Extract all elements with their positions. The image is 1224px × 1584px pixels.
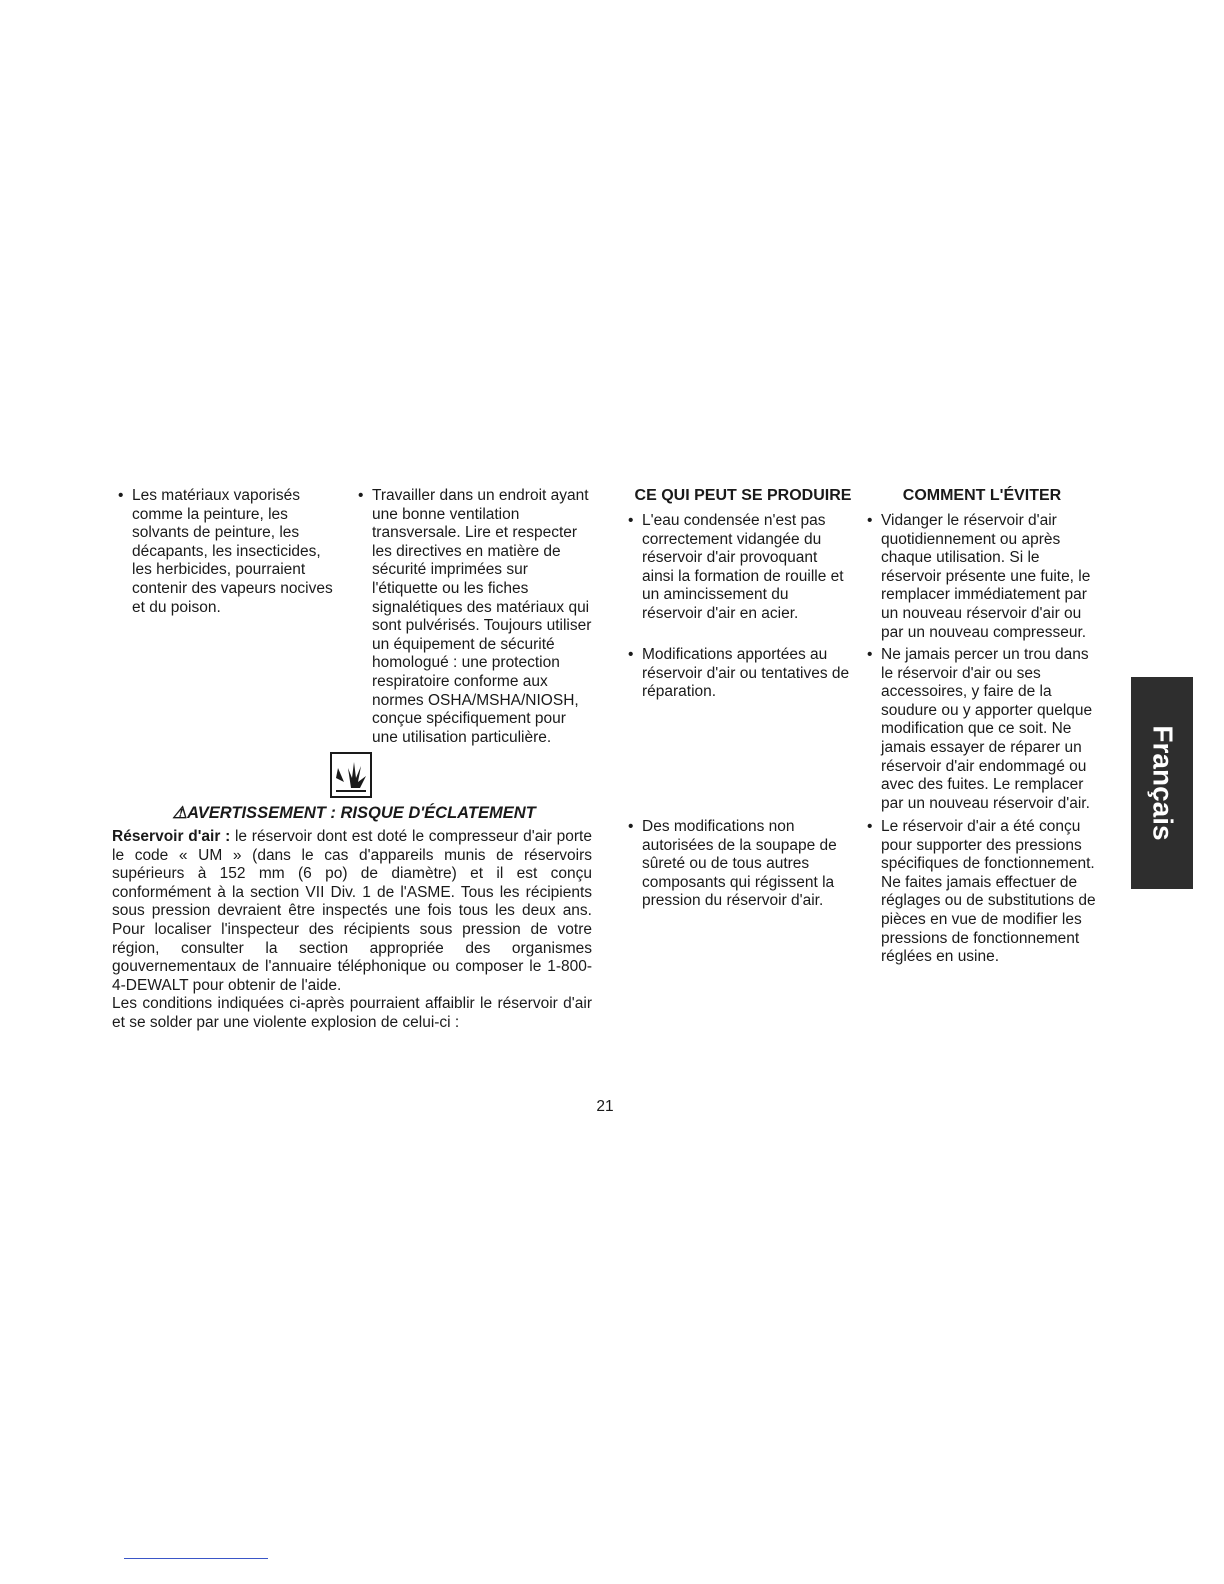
prevention-item-2	[863, 646, 1099, 813]
bullet-list	[354, 487, 594, 747]
list-item: • Des modifications non autorisées de la soupape de sûreté ou de tous autres composants qui régissent la pression du réservoir d'air.	[624, 818, 850, 911]
prevention-item-3	[863, 818, 1099, 967]
hazard-item-1	[624, 512, 844, 624]
air-tank-lead: Réservoir d'air :	[112, 828, 231, 845]
list-item: • Vidanger le réservoir d'air quotidiennement ou après chaque utilisation. Si le réservoir présente une fuite, le remplacer immédiatement par un nouveau réservoir d'air ou par un nouveau compresseur.	[863, 512, 1103, 642]
hazard-item-3	[624, 818, 850, 911]
column-heading: COMMENT L'ÉVITER	[902, 487, 1062, 504]
language-tab-label: Français	[1147, 725, 1179, 841]
hazard-item-2	[624, 646, 856, 702]
prevention-item-1	[863, 512, 1103, 642]
language-tab	[1131, 677, 1193, 889]
warning-body	[112, 828, 592, 1033]
page-number: 21	[596, 1098, 614, 1115]
column-1	[114, 487, 344, 617]
warning-title	[114, 804, 594, 823]
list-item: • Le réservoir d'air a été conçu pour supporter des pressions spécifiques de fonctionnement. Ne faites jamais effectuer de réglages ou de substitutions de pièces en vue de modifier les pressions de fonctionnement réglées en usine.	[863, 818, 1099, 967]
column-what-can-happen	[624, 487, 862, 506]
conditions-paragraph: Les conditions indiquées ci-après pourraient affaiblir le réservoir d'air et se solder par une violente explosion de celui-ci :	[112, 995, 592, 1031]
warning-triangle-icon: ⚠	[172, 804, 188, 822]
explosion-hazard-icon	[330, 752, 372, 798]
column-heading: CE QUI PEUT SE PRODUIRE	[634, 487, 852, 504]
air-tank-paragraph	[112, 828, 592, 995]
list-item: • Ne jamais percer un trou dans le réservoir d'air ou ses accessoires, y faire de la soudure ou y apporter quelque modification que ce soit. Ne jamais essayer de réparer un réservoir d'air endommagé ou avec des fuites. Le remplacer par un nouveau réservoir d'air.	[863, 646, 1099, 813]
column-how-to-avoid	[862, 487, 1102, 506]
air-tank-text: le réservoir dont est doté le compresseur d'air porte le code « UM » (dans le cas d'appareils munis de réservoirs supérieurs à 152 mm (6 po) de diamètre) et il est conçu conformément à la section VII Div. 1 de l'ASME. Tous les récipients sous pression devraient être inspectés une fois tous les deux ans. Pour localiser l'inspecteur des récipients sous pression de votre région, consulter la section appropriée des organismes gouvernementaux de l'annuaire téléphonique ou composer le 1-800-4-DEWALT pour obtenir de l'aide.	[112, 828, 592, 994]
bullet-list	[114, 487, 344, 617]
explosion-burst-icon	[332, 754, 370, 796]
footer-rule	[124, 1558, 268, 1559]
list-item: • L'eau condensée n'est pas correctement vidangée du réservoir d'air provoquant ainsi la formation de rouille et un amincissement du réservoir d'air en acier.	[624, 512, 844, 624]
column-2	[354, 487, 594, 747]
list-item: • Travailler dans un endroit ayant une bonne ventilation transversale. Lire et respecter les directives en matière de sécurité imprimées sur l'étiquette ou les fiches signalétiques des matériaux qui sont pulvérisés. Toujours utiliser un équipement de sécurité homologué : une protection respiratoire conforme aux normes OSHA/MSHA/NIOSH, conçue spécifiquement pour une utilisation particulière.	[354, 487, 594, 747]
list-item: • Les matériaux vaporisés comme la peinture, les solvants de peinture, les décapants, les insecticides, les herbicides, pourraient contenir des vapeurs nocives et du poison.	[114, 487, 344, 617]
list-item: • Modifications apportées au réservoir d'air ou tentatives de réparation.	[624, 646, 856, 702]
warning-title-text: AVERTISSEMENT : RISQUE D'ÉCLATEMENT	[187, 804, 536, 822]
